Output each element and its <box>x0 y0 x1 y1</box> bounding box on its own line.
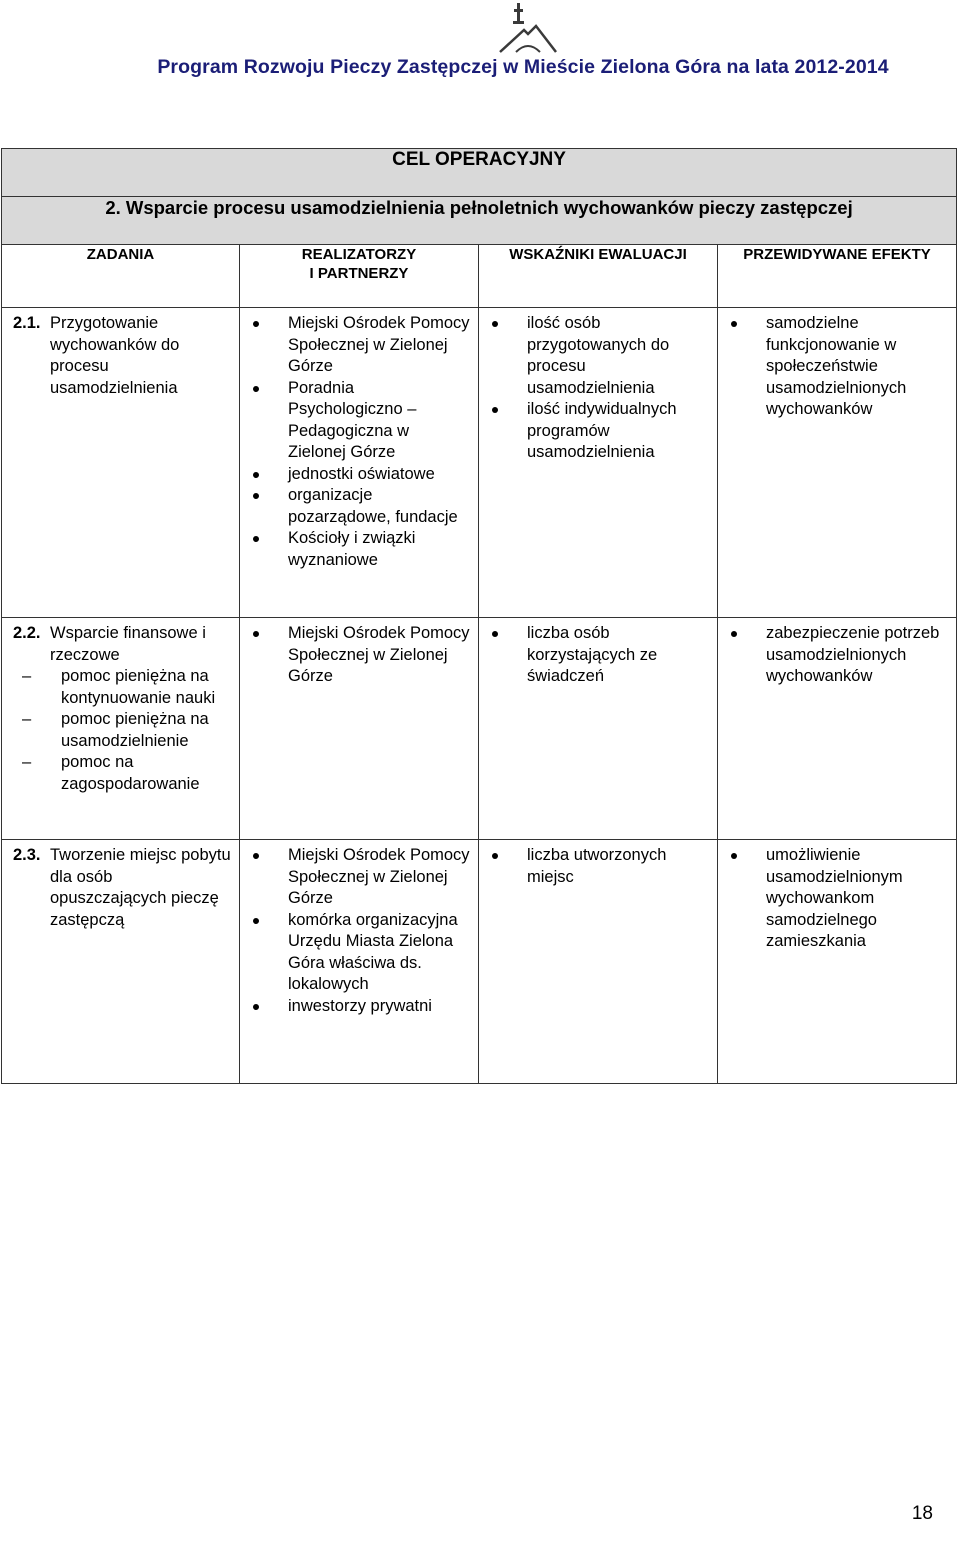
task-number: 2.2. <box>13 624 41 642</box>
list-item: Poradnia Psychologiczno – Pedagogiczna w Zielonej Górze <box>240 378 470 464</box>
list-item: Miejski Ośrodek Pomocy Społecznej w Zielonej Górze <box>240 313 470 378</box>
effects-cell <box>718 840 957 1084</box>
table-row <box>2 618 957 840</box>
task-number: 2.1. <box>13 314 41 332</box>
list-item: – pomoc pieniężna na usamodzielnienie <box>2 709 231 752</box>
indicators-cell <box>479 840 718 1084</box>
effects-cell <box>718 308 957 618</box>
page-number: 18 <box>911 1503 933 1524</box>
list-item: umożliwienie usamodzielnionym wychowankom samodzielnego zamieszkania <box>718 845 948 953</box>
column-header-effects: PRZEWIDYWANE EFEKTY <box>718 245 957 308</box>
list-item: ilość indywidualnych programów usamodzielnienia <box>479 399 709 464</box>
indicators-cell <box>479 618 718 840</box>
effects-cell <box>718 618 957 840</box>
task-number: 2.3. <box>13 846 41 864</box>
document-header-title: Program Rozwoju Pieczy Zastępczej w Mieście Zielona Góra na lata 2012-2014 <box>157 56 889 78</box>
list-item: – pomoc na zagospodarowanie <box>2 752 231 795</box>
list-item: samodzielne funkcjonowanie w społeczeństwie usamodzielnionych wychowanków <box>718 313 948 421</box>
task-title: Przygotowanie wychowanków do procesu usamodzielnienia <box>50 314 180 397</box>
task-title: Tworzenie miejsc pobytu dla osób opuszczających pieczę zastępczą <box>50 846 231 929</box>
list-item: inwestorzy prywatni <box>240 996 470 1018</box>
goal-title: 2. Wsparcie procesu usamodzielnienia pełnoletnich wychowanków pieczy zastępczej <box>2 197 957 245</box>
indicators-cell <box>479 308 718 618</box>
task-cell <box>2 618 240 840</box>
list-item: ilość osób przygotowanych do procesu usamodzielnienia <box>479 313 709 399</box>
realizers-cell <box>240 618 479 840</box>
operational-goal-table <box>1 148 957 1084</box>
column-header-indicators: WSKAŹNIKI EWALUACJI <box>479 245 718 308</box>
column-header-realizers <box>240 245 479 308</box>
list-item: Miejski Ośrodek Pomocy Społecznej w Zielonej Górze <box>240 845 470 910</box>
column-header-realizers-line2: I PARTNERZY <box>309 265 409 282</box>
list-item: organizacje pozarządowe, fundacje <box>240 485 470 528</box>
list-item: Kościoły i związki wyznaniowe <box>240 528 470 571</box>
list-item: – pomoc pieniężna na kontynuowanie nauki <box>2 666 231 709</box>
task-title: Wsparcie finansowe i rzeczowe <box>50 624 206 664</box>
list-item: liczba osób korzystających ze świadczeń <box>479 623 709 688</box>
section-header-row <box>2 149 957 197</box>
list-item: jednostki oświatowe <box>240 464 470 486</box>
city-logo <box>496 0 560 58</box>
realizers-cell <box>240 308 479 618</box>
task-cell <box>2 840 240 1084</box>
table-row <box>2 840 957 1084</box>
list-item: komórka organizacyjna Urzędu Miasta Zielona Góra właściwa ds. lokalowych <box>240 910 470 996</box>
list-item: Miejski Ośrodek Pomocy Społecznej w Zielonej Górze <box>240 623 470 688</box>
column-header-realizers-line1: REALIZATORZY <box>301 246 417 263</box>
realizers-cell <box>240 840 479 1084</box>
column-header-row <box>2 245 957 308</box>
list-item: liczba utworzonych miejsc <box>479 845 709 888</box>
table-row <box>2 308 957 618</box>
column-header-tasks: ZADANIA <box>2 245 240 308</box>
task-cell <box>2 308 240 618</box>
list-item: zabezpieczenie potrzeb usamodzielnionych wychowanków <box>718 623 948 688</box>
section-label: CEL OPERACYJNY <box>2 149 957 197</box>
goal-row <box>2 197 957 245</box>
